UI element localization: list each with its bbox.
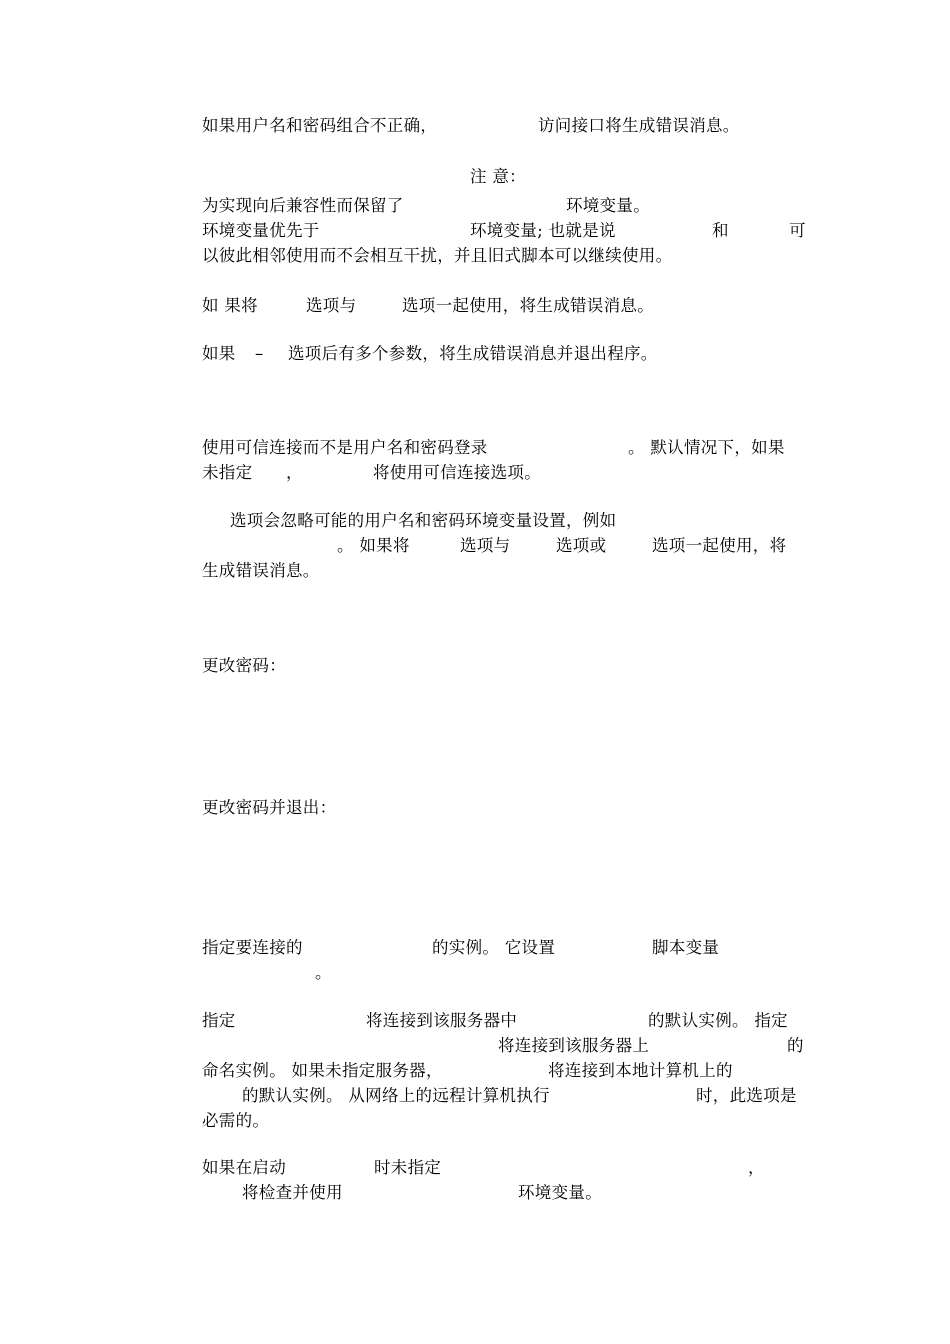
text-fragment: 将使用可信连接选项。: [373, 463, 541, 482]
text-fragment: 的默认实例。 从网络上的远程计算机执行: [242, 1086, 550, 1105]
text-fragment: 环境变量。: [566, 196, 650, 215]
text-fragment: 时，此选项是: [696, 1086, 797, 1105]
text-fragment: 如果: [202, 344, 236, 363]
text-fragment: 如果用户名和密码组合不正确，: [202, 116, 438, 135]
text-fragment: 选项与: [306, 296, 357, 315]
text-fragment: 将检查并使用: [242, 1183, 343, 1202]
text-fragment: 指定要连接的: [202, 938, 303, 957]
text-fragment: 将连接到该服务器中: [366, 1011, 518, 1030]
text-fragment: 选项或: [556, 536, 607, 555]
text-fragment: 使用可信连接而不是用户名和密码登录: [202, 438, 488, 457]
text-fragment: 和: [712, 221, 729, 240]
text-fragment: 环境变量。: [518, 1183, 602, 1202]
text-fragment: 选项一起使用，将生成错误消息。: [402, 296, 654, 315]
text-fragment: 将连接到该服务器上: [498, 1036, 650, 1055]
text-fragment: 。: [315, 963, 332, 982]
text-fragment: 环境变量优先于: [202, 221, 320, 240]
text-fragment: 必需的。: [202, 1111, 270, 1130]
text-fragment: 如果在启动: [202, 1158, 286, 1177]
text-fragment: 。 默认情况下，如果: [628, 438, 785, 457]
text-fragment: 选项一起使用，将: [652, 536, 787, 555]
text-fragment: 命名实例。 如果未指定服务器，: [202, 1061, 443, 1080]
text-fragment: 以彼此相邻使用而不会相互干扰，并且旧式脚本可以继续使用。: [202, 246, 673, 265]
text-fragment: 生成错误消息。: [202, 561, 320, 580]
text-fragment: ，: [748, 1158, 765, 1177]
text-fragment: 时未指定: [374, 1158, 442, 1177]
text-fragment: –: [255, 344, 264, 363]
note-label: 注 意：: [470, 167, 526, 186]
change-password-heading: 更改密码：: [202, 656, 286, 675]
text-fragment: 将连接到本地计算机上的: [548, 1061, 733, 1080]
text-fragment: ，: [286, 463, 303, 482]
text-fragment: 的实例。 它设置: [432, 938, 556, 957]
text-fragment: 未指定: [202, 463, 253, 482]
text-fragment: 脚本变量: [652, 938, 720, 957]
text-fragment: 环境变量; 也就是说: [470, 221, 616, 240]
change-password-exit-heading: 更改密码并退出：: [202, 798, 337, 817]
text-fragment: 访问接口将生成错误消息。: [538, 116, 740, 135]
text-fragment: 指定: [202, 1011, 236, 1030]
text-fragment: 选项后有多个参数，将生成错误消息并退出程序。: [288, 344, 658, 363]
text-fragment: 选项与: [460, 536, 511, 555]
text-fragment: 如 果将: [202, 296, 258, 315]
text-fragment: 的默认实例。 指定: [648, 1011, 788, 1030]
text-fragment: 。 如果将: [337, 536, 410, 555]
text-fragment: 选项会忽略可能的用户名和密码环境变量设置，例如: [230, 511, 617, 530]
text-fragment: 为实现向后兼容性而保留了: [202, 196, 404, 215]
text-fragment: 可: [789, 221, 806, 240]
text-fragment: 的: [787, 1036, 804, 1055]
